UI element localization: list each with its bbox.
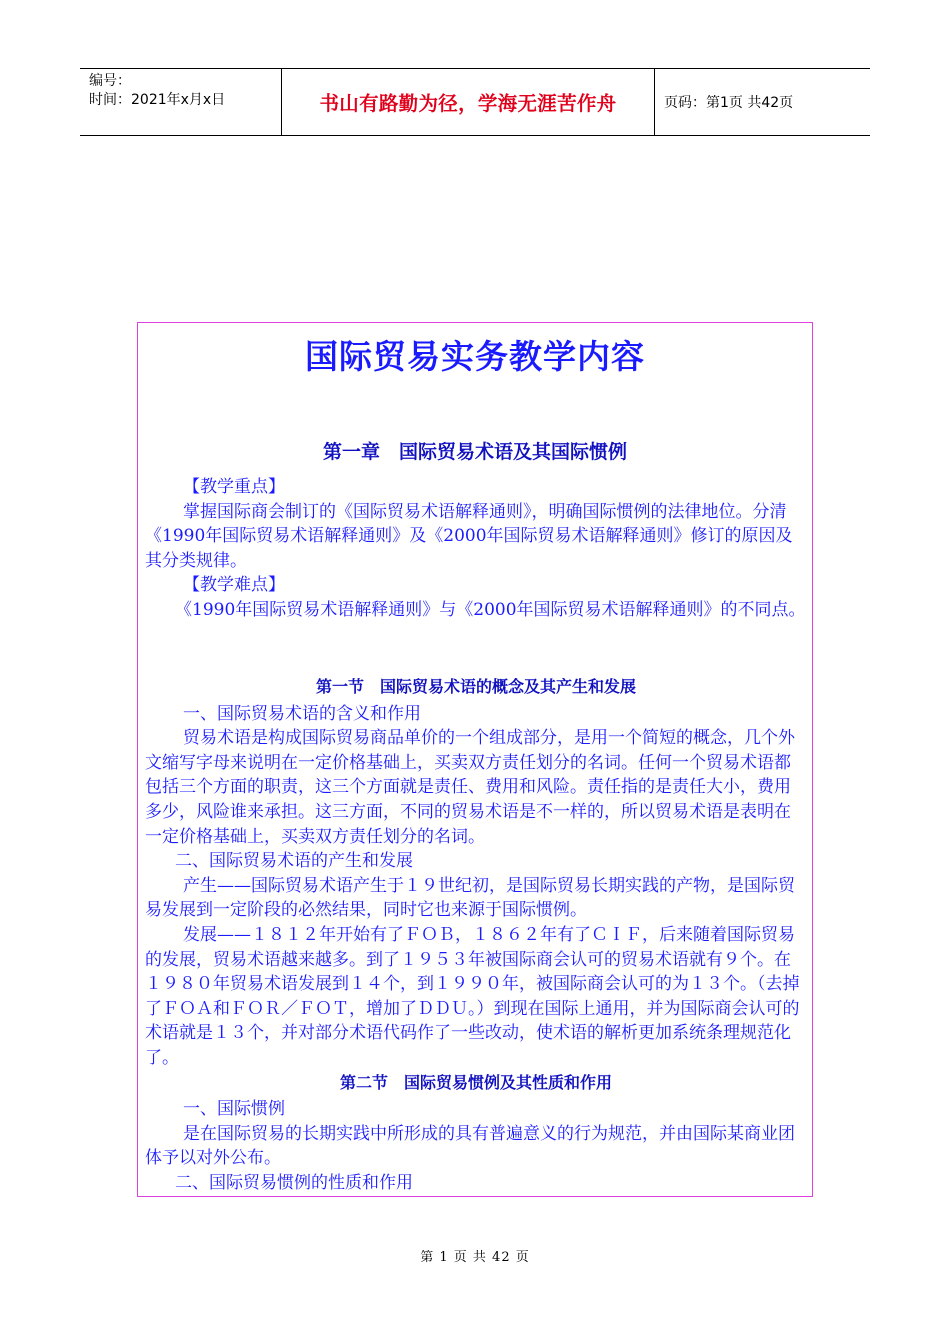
content-box (137, 322, 813, 1197)
section-2-item-1: 一、国际惯例 (183, 1099, 285, 1120)
chapter-heading: 第一章 国际贸易术语及其国际惯例 (322, 441, 627, 463)
section-2-paragraph-1: 是在国际贸易的长期实践中所形成的具有普遍意义的行为规范，并由国际某商业团体予以对外公布。 (145, 1123, 795, 1169)
header-meta (80, 69, 281, 135)
teaching-goals (145, 475, 807, 623)
section-1 (145, 675, 807, 1195)
section-1-item-2: 二、国际贸易术语的产生和发展 (175, 851, 413, 872)
difficulties-label: 【教学难点】 (183, 575, 285, 596)
key-points-label: 【教学重点】 (183, 477, 285, 497)
key-points-text: 掌握国际商会制订的《国际贸易术语解释通则》，明确国际惯例的法律地位。分清《1990年国际贸易术语解释通则》及《2000年国际贸易术语解释通则》修订的原因及其分类规律。 (145, 501, 793, 571)
page-footer: 第 1 页 共 42 页 (420, 1250, 530, 1265)
section-1-heading: 第一节 国际贸易术语的概念及其产生和发展 (315, 677, 636, 696)
difficulties-text: 《1990年国际贸易术语解释通则》与《2000年国际贸易术语解释通则》的不同点。 (175, 599, 806, 620)
page-header (80, 68, 870, 136)
header-page-info: 页码：第1页 共42页 (664, 95, 794, 111)
section-1-paragraph-3: 发展——１８１２年开始有了ＦＯＢ，１８６２年有了ＣＩＦ，后来随着国际贸易的发展，贸易术语越来越多。到了１９５３年被国际商会认可的贸易术语就有９个。在１９８０年贸易术语发展到１４个，到１９９０年，被国际商会认可的为１３个。（去掉了ＦＯＡ和ＦＯＲ／ＦＯＴ，增加了ＤＤＵ。）到现在国际上通用，并为国际商会认可的术语就是１３个，并对部分术语代码作了一些改动，使术语的解析更加系统条理规范化了。 (145, 924, 800, 1068)
document-date: 时间：2021年x月x日 (89, 92, 226, 108)
section-1-item-1: 一、国际贸易术语的含义和作用 (183, 703, 421, 724)
header-motto: 书山有路勤为径，学海无涯苦作舟 (281, 69, 655, 135)
section-1-paragraph-1: 贸易术语是构成国际贸易商品单价的一个组成部分，是用一个简短的概念，几个外文缩写字母来说明在一定价格基础上，买卖双方责任划分的名词。任何一个贸易术语都包括三个方面的职责，这三个方面就是责任、费用和风险。责任指的是责任大小，费用多少，风险谁来承担。这三方面，不同的贸易术语是不一样的，所以贸易术语是表明在一定价格基础上，买卖双方责任划分的名词。 (145, 728, 795, 847)
document-number-label: 编号： (89, 73, 131, 89)
section-2-heading: 第二节 国际贸易惯例及其性质和作用 (339, 1072, 612, 1092)
section-2-item-2: 二、国际贸易惯例的性质和作用 (175, 1172, 413, 1193)
document-title: 国际贸易实务教学内容 (305, 337, 645, 376)
section-1-paragraph-2: 产生——国际贸易术语产生于１９世纪初，是国际贸易长期实践的产物，是国际贸易发展到一定阶段的必然结果，同时它也来源于国际惯例。 (145, 875, 795, 921)
